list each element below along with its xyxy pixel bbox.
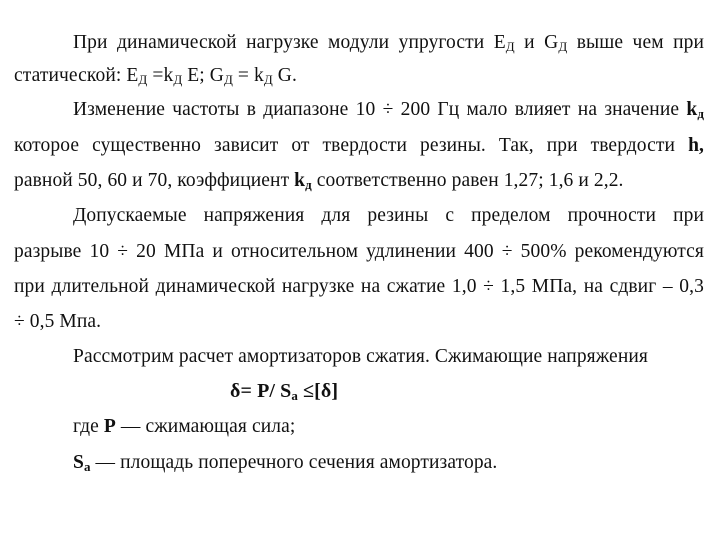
paragraph-3-line-4 — [14, 310, 101, 334]
subscript: д — [305, 177, 312, 192]
text-run: Допускаемые напряжения для резины с пределом прочности при — [73, 205, 704, 226]
text-run-bold: S — [73, 452, 84, 473]
text-run: разрыве 10 ÷ 20 МПа и относительном удлинении 400 ÷ 500% рекомендуются — [14, 241, 704, 262]
text-run: ÷ 0,5 Мпа. — [14, 311, 102, 332]
paragraph-2-line-2 — [14, 134, 704, 158]
text-run: соответственно равен 1,27; 1,6 и 2,2. — [311, 170, 624, 191]
text-run-bold: P — [103, 416, 116, 437]
text-run: статической: Е — [14, 65, 139, 86]
text-run: и G — [514, 32, 559, 53]
text-run-bold: k — [294, 170, 306, 191]
subscript: д — [697, 106, 704, 121]
subscript: a — [291, 388, 298, 403]
text-run: которое существенно зависит от твердости резины. Так, при твердости — [14, 135, 689, 156]
text-run: =k — [147, 65, 174, 86]
text-run: Изменение частоты в диапазоне 10 ÷ 200 Гц мало влияет на значение — [73, 99, 687, 120]
text-run-bold: k — [686, 99, 698, 120]
text-run: , — [699, 135, 704, 156]
subscript: a — [83, 459, 91, 474]
paragraph-3-line-3 — [14, 275, 704, 299]
paragraph-3-line-1 — [73, 204, 704, 228]
paragraph-4-line-1 — [73, 345, 648, 369]
sa-line — [73, 451, 497, 475]
text-run: δ= P/ S — [230, 380, 292, 402]
subscript: Д — [138, 72, 148, 87]
paragraph-2-line-1 — [73, 98, 704, 122]
subscript: Д — [263, 72, 273, 87]
text-run: G. — [272, 65, 297, 86]
text-run: равной 50, 60 и 70, коэффициент — [14, 170, 295, 191]
text-run: — площадь поперечного сечения амортизатора. — [90, 452, 498, 473]
formula — [230, 379, 338, 403]
where-line — [73, 415, 295, 439]
paragraph-1-line-1 — [73, 31, 704, 55]
subscript: Д — [223, 72, 233, 87]
subscript: Д — [558, 39, 568, 54]
subscript: Д — [173, 72, 183, 87]
paragraph-3-line-2 — [14, 240, 704, 264]
text-run-bold: h — [688, 135, 700, 156]
text-run: = k — [232, 65, 264, 86]
text-run: выше чем при — [567, 32, 704, 53]
text-run: ≤[δ] — [297, 380, 339, 402]
text-run: Рассмотрим расчет амортизаторов сжатия. Сжимающие напряжения — [73, 346, 648, 367]
text-run: при длительной динамической нагрузке на сжатие 1,0 ÷ 1,5 МПа, на сдвиг – 0,3 — [14, 276, 704, 297]
text-run: При динамической нагрузке модули упругости Е — [73, 32, 506, 53]
text-run: — сжимающая сила; — [115, 416, 296, 437]
text-run: где — [73, 416, 104, 437]
text-run: Е; G — [182, 65, 224, 86]
paragraph-1-line-2 — [14, 64, 297, 88]
subscript: Д — [505, 39, 515, 54]
paragraph-2-line-3 — [14, 169, 624, 193]
